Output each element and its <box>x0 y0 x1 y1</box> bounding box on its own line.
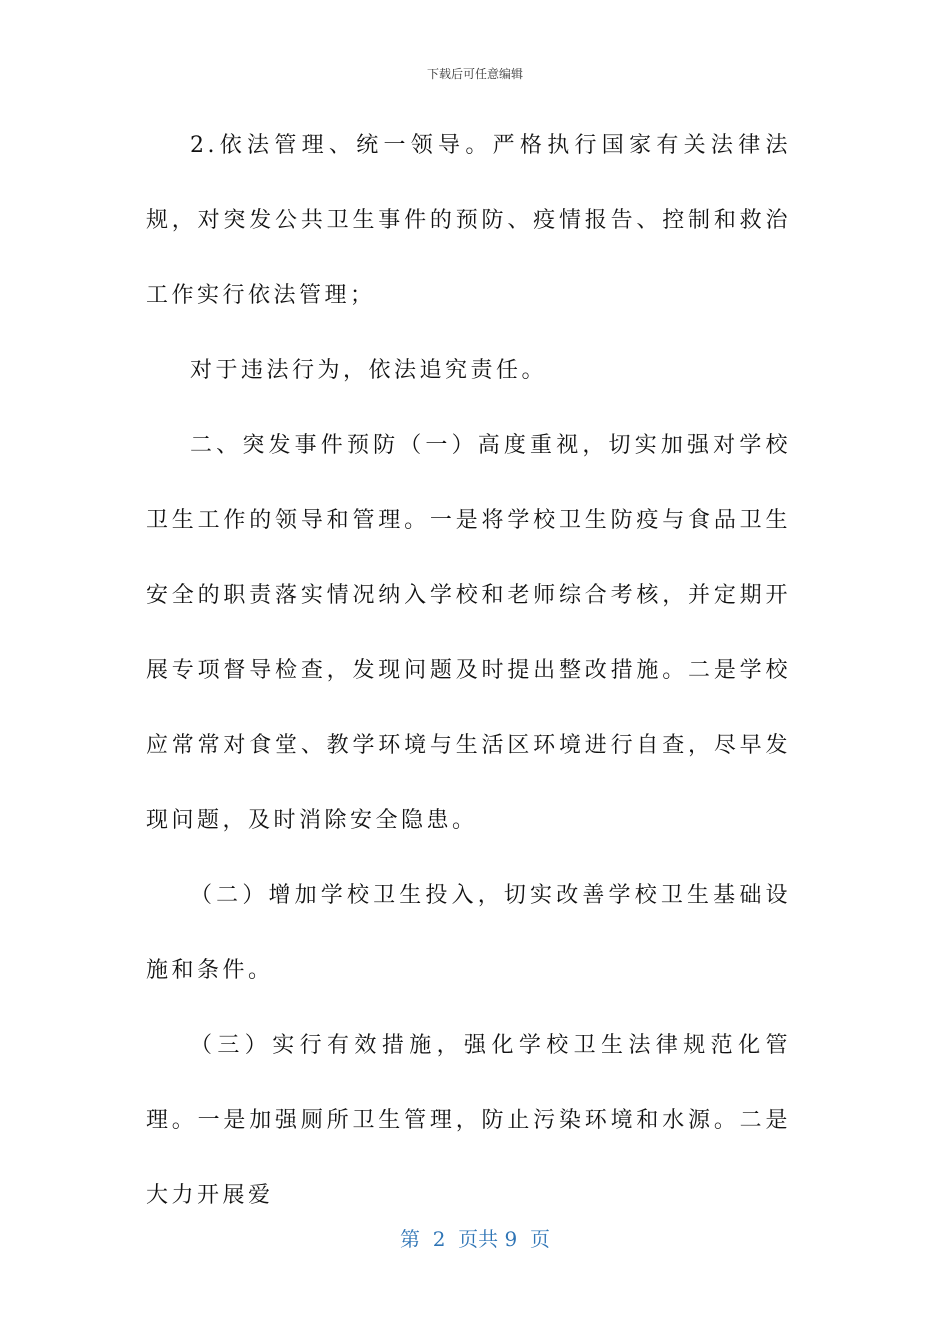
document-body <box>146 108 791 1233</box>
paragraph-accountability: 对于违法行为，依法追究责任。 <box>190 358 548 383</box>
paragraph-increase-investment: （二）增加学校卫生投入，切实改善学校卫生基础设施和条件。 <box>146 883 791 983</box>
page-number-footer: 第 2 页共 9 页 <box>400 1227 550 1251</box>
paragraph-effective-measures: （三）实行有效措施，强化学校卫生法律规范化管理。一是加强厕所卫生管理，防止污染环境和水源。二是大力开展爱 <box>146 1033 791 1208</box>
paragraph-emergency-prevention: 二、突发事件预防（一）高度重视，切实加强对学校卫生工作的领导和管理。一是将学校卫生防疫与食品卫生安全的职责落实情况纳入学校和老师综合考核，并定期开展专项督导检查，发现问题及时提出整改措施。二是学校应常常对食堂、教学环境与生活区环境进行自查，尽早发现问题，及时消除安全隐患。 <box>146 433 791 833</box>
paragraph-legal-management: 2.依法管理、统一领导。严格执行国家有关法律法规，对突发公共卫生事件的预防、疫情报告、控制和救治工作实行依法管理； <box>146 133 791 308</box>
page-header-note: 下载后可任意编辑 <box>426 67 523 81</box>
